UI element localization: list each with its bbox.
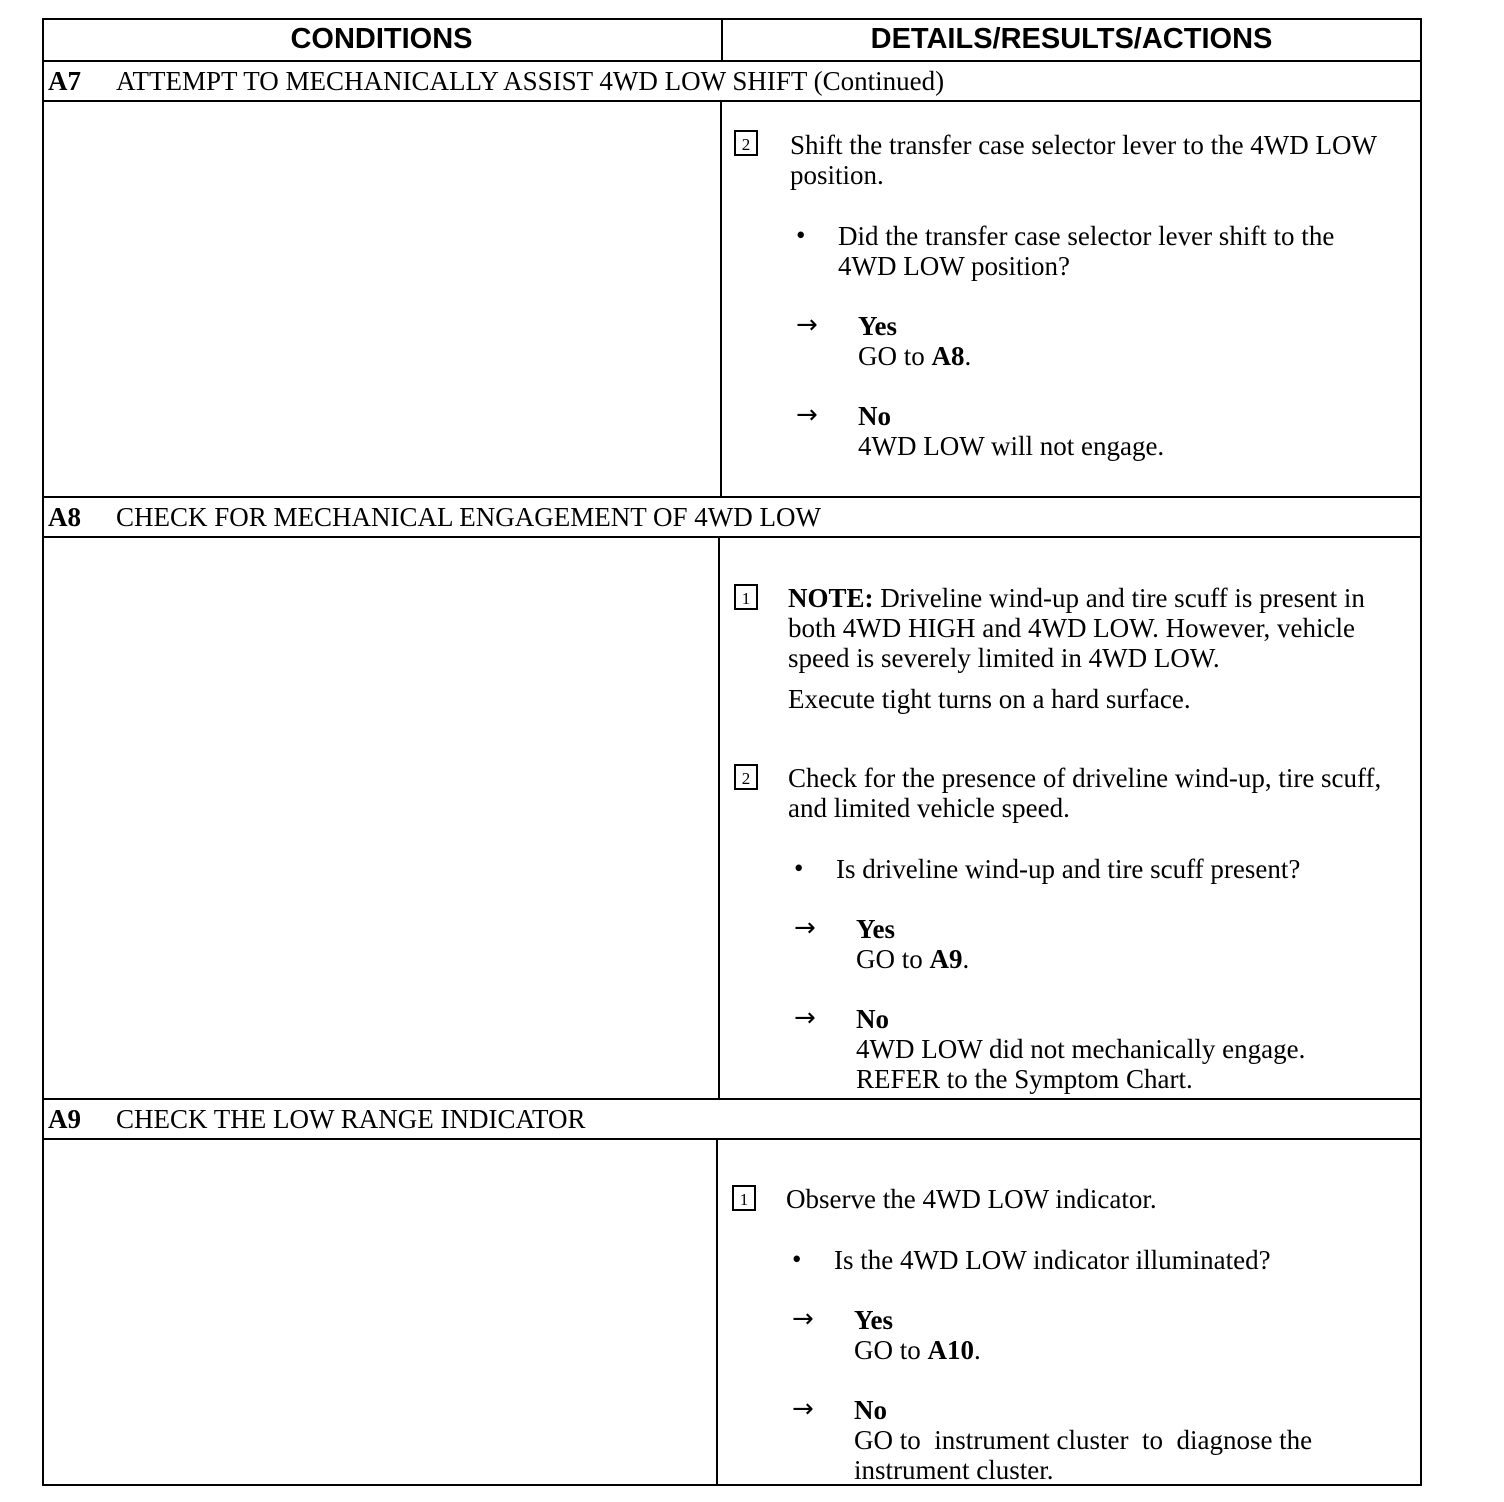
a9-question: Is the 4WD LOW indicator illuminated? xyxy=(834,1245,1271,1275)
a7-no-label: No xyxy=(858,401,891,431)
a9-yes-action: GO to A10. xyxy=(854,1335,981,1365)
diagnostic-table xyxy=(42,18,1422,1486)
a8-step1-number: 1 xyxy=(734,584,758,610)
a8-step2-number: 2 xyxy=(734,764,758,790)
a7-question: Did the transfer case selector lever shift to the 4WD LOW position? xyxy=(838,221,1335,281)
a8-column-divider xyxy=(718,536,720,1098)
a9-step-number: 1 xyxy=(732,1185,756,1211)
a7-id: A7 xyxy=(48,65,81,96)
a9-no-arrow: → xyxy=(792,1394,814,1424)
a8-id: A8 xyxy=(48,501,81,532)
a7-column-divider xyxy=(720,100,722,496)
a9-yes-target: A10 xyxy=(927,1335,974,1365)
a7-step-number: 2 xyxy=(734,130,758,156)
a9-yes-arrow: → xyxy=(792,1304,814,1334)
details-header: DETAILS/RESULTS/ACTIONS xyxy=(870,22,1273,55)
a7-yes-target: A8 xyxy=(931,341,965,371)
a8-title: CHECK FOR MECHANICAL ENGAGEMENT OF 4WD LOW xyxy=(116,501,821,532)
a9-no-label: No xyxy=(854,1395,887,1425)
a9-title: CHECK THE LOW RANGE INDICATOR xyxy=(116,1103,586,1134)
a7-no-arrow: → xyxy=(796,400,818,430)
a8-title-bar xyxy=(48,498,821,536)
a7-no-action: 4WD LOW will not engage. xyxy=(858,431,1165,461)
a8-step1-text: Execute tight turns on a hard surface. xyxy=(788,684,1191,714)
a7-title-divider xyxy=(42,100,1422,102)
a9-title-bar xyxy=(48,1100,586,1138)
a9-no-line2: instrument cluster. xyxy=(854,1455,1054,1485)
a7-step-text: Shift the transfer case selector lever to the 4WD LOW position. xyxy=(790,130,1377,190)
a8-yes-arrow: → xyxy=(794,913,816,943)
a7-title: ATTEMPT TO MECHANICALLY ASSIST 4WD LOW SHIFT (Continued) xyxy=(116,65,945,96)
a7-yes-action: GO to A8. xyxy=(858,341,972,371)
a9-column-divider xyxy=(716,1138,718,1486)
a8-note xyxy=(788,583,1408,673)
a9-no-line1: GO to instrument cluster to diagnose the xyxy=(854,1425,1313,1455)
a8-question: Is driveline wind-up and tire scuff present? xyxy=(836,854,1301,884)
a9-step-text: Observe the 4WD LOW indicator. xyxy=(786,1184,1157,1214)
a8-no-line2: REFER to the Symptom Chart. xyxy=(856,1064,1193,1094)
table-border-left xyxy=(42,18,44,1486)
a8-yes-action: GO to A9. xyxy=(856,944,970,974)
table-border-right xyxy=(1420,18,1422,1486)
a8-no-label: No xyxy=(856,1004,889,1034)
a9-title-divider xyxy=(42,1138,1422,1140)
a8-title-divider xyxy=(42,536,1422,538)
a8-no-line1: 4WD LOW did not mechanically engage. xyxy=(856,1034,1306,1064)
a9-yes-label: Yes xyxy=(854,1305,893,1335)
a8-step2-text: Check for the presence of driveline wind-up, tire scuff, and limited vehicle speed. xyxy=(788,763,1382,823)
a8-yes-label: Yes xyxy=(856,914,895,944)
a8-yes-target: A9 xyxy=(929,944,963,974)
a7-yes-label: Yes xyxy=(858,311,897,341)
a7-yes-arrow: → xyxy=(796,310,818,340)
a8-note-text: Driveline wind-up and tire scuff is present in both 4WD HIGH and 4WD LOW. However, vehicle speed is severely limited in 4WD LOW. xyxy=(788,583,1365,673)
a7-title-bar xyxy=(48,62,944,100)
a9-id: A9 xyxy=(48,1103,81,1134)
a8-note-label: NOTE: xyxy=(788,583,874,613)
table-border-bottom xyxy=(42,1484,1422,1486)
a9-question-bullet: • xyxy=(792,1244,802,1274)
a8-question-bullet: • xyxy=(794,853,804,883)
conditions-header: CONDITIONS xyxy=(290,22,473,55)
a8-no-arrow: → xyxy=(794,1003,816,1033)
a7-question-bullet: • xyxy=(796,220,806,250)
